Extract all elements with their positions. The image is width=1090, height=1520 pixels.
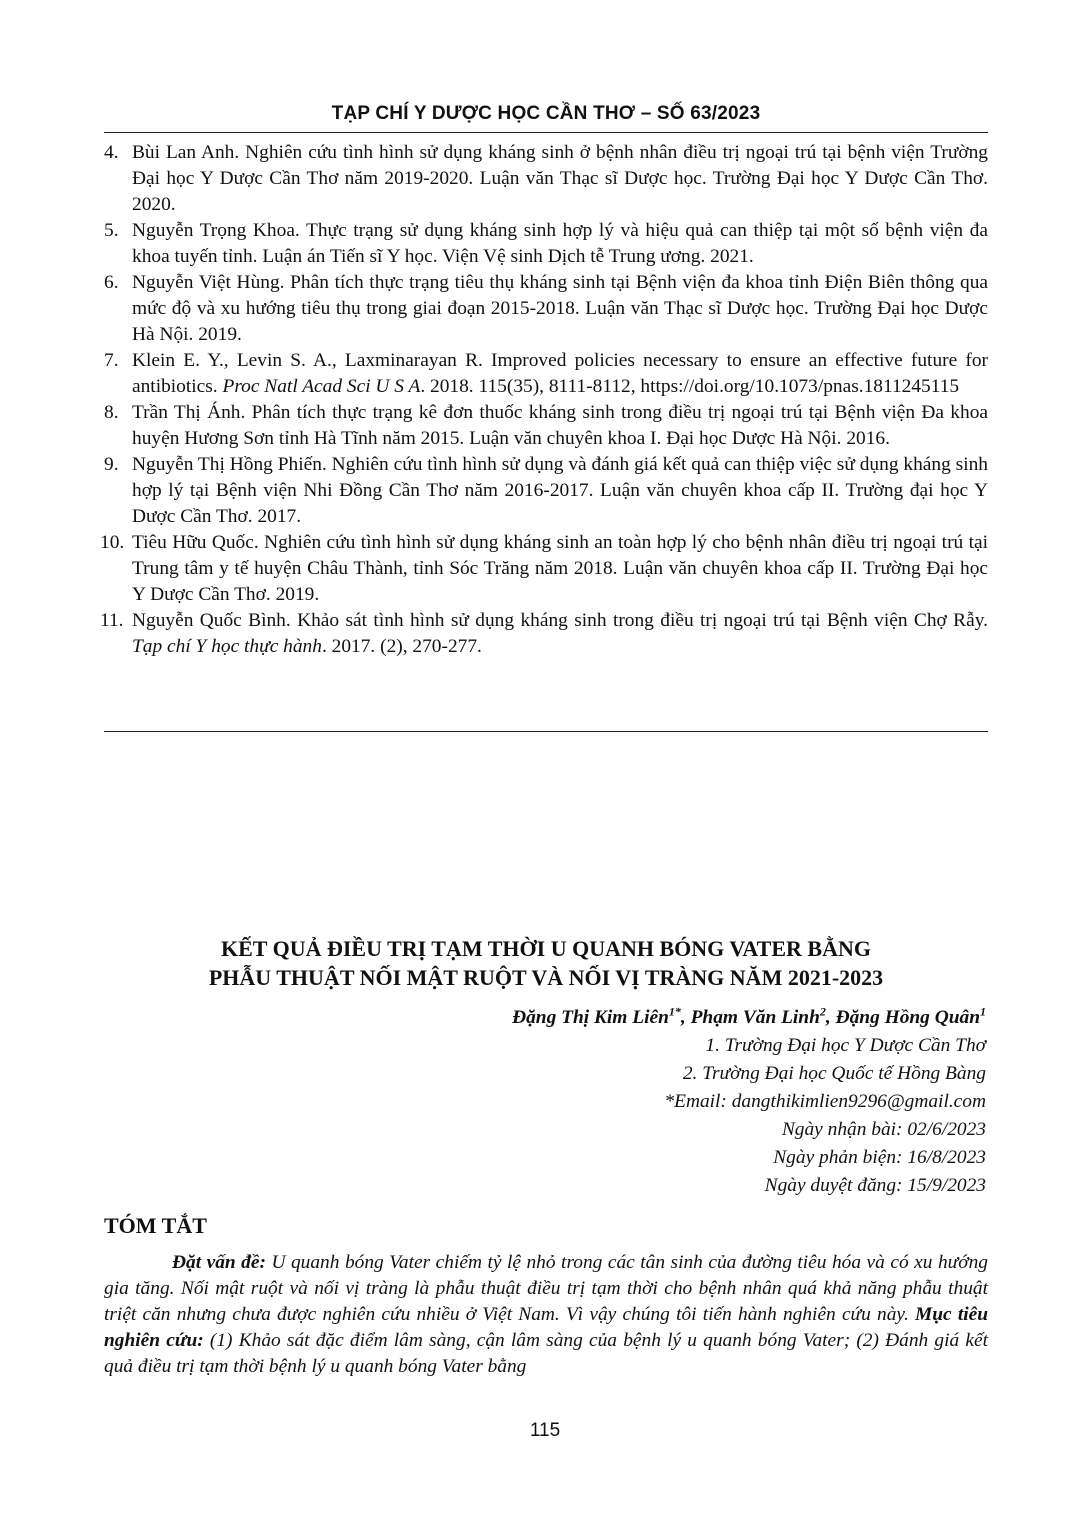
author-list — [286, 1004, 986, 1032]
reference-number: 10. — [100, 532, 125, 553]
reference-text: Bùi Lan Anh. Nghiên cứu tình hình sử dụng kháng sinh ở bệnh nhân điều trị ngoại trú tại bệnh viện Trường Đại học Y Dược Cần Thơ năm 2019-2020. Luận văn Thạc sĩ Dược học. Trường Đại học Y Dược Cần Thơ. 2020. — [132, 142, 988, 215]
reference-number: 4. — [104, 142, 119, 163]
reference-text: . 2018. 115(35), 8111-8112, https://doi.org/10.1073/pnas.1811245115 — [420, 376, 960, 397]
reference-list — [100, 140, 988, 660]
journal-header: TẠP CHÍ Y DƯỢC HỌC CẦN THƠ – SỐ 63/2023 — [331, 103, 761, 124]
abstract-label-background: Đặt vấn đề: — [172, 1252, 266, 1273]
reference-text: Nguyễn Quốc Bình. Khảo sát tình hình sử dụng kháng sinh trong điều trị ngoại trú tại Bệnh viện Chợ Rẫy. — [132, 610, 988, 631]
author-separator: , — [825, 1007, 836, 1028]
abstract-heading: TÓM TẮT — [104, 1213, 207, 1238]
reference-text: Nguyễn Thị Hồng Phiến. Nghiên cứu tình hình sử dụng và đánh giá kết quả can thiệp việc sử dụng kháng sinh hợp lý tại Bệnh viện Nhi Đồng Cần Thơ năm 2016-2017. Luận văn chuyên khoa cấp II. Trường đại học Y Dược Cần Thơ. 2017. — [132, 454, 988, 527]
author-name: Đặng Thị Kim Liên — [512, 1007, 669, 1028]
reference-number: 6. — [104, 272, 119, 293]
affiliation-2: 2. Trường Đại học Quốc tế Hồng Bàng — [682, 1063, 986, 1084]
reference-number: 7. — [104, 350, 119, 371]
author-separator: , — [680, 1007, 691, 1028]
author-affiliation-marker: 1* — [668, 1004, 681, 1019]
reference-text: Nguyễn Việt Hùng. Phân tích thực trạng tiêu thụ kháng sinh tại Bệnh viện đa khoa tỉnh Điện Biên thông qua mức độ và xu hướng tiêu thụ trong giai đoạn 2015-2018. Luận văn Thạc sĩ Dược học. Trường Đại học Dược Hà Nội. 2019. — [132, 272, 988, 345]
reference-item — [104, 140, 988, 218]
abstract-text-background: U quanh bóng Vater chiếm tỷ lệ nhỏ trong các tân sinh của đường tiêu hóa và có xu hướng gia tăng. Nối mật ruột và nối vị tràng là phẫu thuật điều trị tạm thời cho bệnh nhân quá khả năng phẫu thuật triệt căn nhưng chưa được nghiên cứu nhiều ở Việt Nam. Vì vậy chúng tôi tiến hành nghiên cứu này. — [104, 1252, 988, 1325]
reference-item — [100, 530, 988, 608]
author-name: Phạm Văn Linh — [690, 1007, 820, 1028]
author-affiliation-marker: 1 — [980, 1004, 986, 1019]
reference-item — [104, 452, 988, 530]
reference-item — [104, 400, 988, 452]
section-divider — [104, 731, 988, 732]
reference-text: Trần Thị Ánh. Phân tích thực trạng kê đơn thuốc kháng sinh trong điều trị ngoại trú tại Bệnh viện Đa khoa huyện Hương Sơn tỉnh Hà Tĩnh năm 2015. Luận văn chuyên khoa I. Đại học Dược Hà Nội. 2016. — [132, 402, 988, 449]
abstract-label-objectives: Mục tiêu nghiên cứu: — [104, 1304, 988, 1351]
reference-item — [104, 348, 988, 400]
reference-text: Tiêu Hữu Quốc. Nghiên cứu tình hình sử dụng kháng sinh an toàn hợp lý cho bệnh nhân điều trị ngoại trú tại Trung tâm y tế huyện Châu Thành, tỉnh Sóc Trăng năm 2018. Luận văn chuyên khoa cấp II. Trường Đại học Y Dược Cần Thơ. 2019. — [132, 532, 988, 605]
reference-number: 8. — [104, 402, 119, 423]
corresponding-email: *Email: dangthikimlien9296@gmail.com — [664, 1091, 986, 1112]
author-name: Đặng Hồng Quân — [835, 1007, 980, 1028]
author-affiliation-marker: 2 — [819, 1004, 826, 1019]
date-reviewed: Ngày phản biện: 16/8/2023 — [773, 1147, 986, 1168]
reference-number: 9. — [104, 454, 119, 475]
reference-text: . 2017. (2), 270-277. — [321, 636, 482, 657]
reference-item — [104, 218, 988, 270]
reference-text: Nguyễn Trọng Khoa. Thực trạng sử dụng kháng sinh hợp lý và hiệu quả can thiệp tại một số bệnh viện đa khoa tuyến tỉnh. Luận án Tiến sĩ Y học. Viện Vệ sinh Dịch tễ Trung ương. 2021. — [132, 220, 988, 267]
abstract-text-objectives: (1) Khảo sát đặc điểm lâm sàng, cận lâm sàng của bệnh lý u quanh bóng Vater; (2) Đánh giá kết quả điều trị tạm thời bệnh lý u quanh bóng Vater bằng — [104, 1330, 988, 1377]
date-received: Ngày nhận bài: 02/6/2023 — [781, 1119, 986, 1140]
date-accepted: Ngày duyệt đăng: 15/9/2023 — [764, 1175, 986, 1196]
reference-text: Klein E. Y., Levin S. A., Laxminarayan R. Improved policies necessary to ensure an effective future for antibiotics. — [132, 350, 988, 397]
front-matter — [286, 1004, 986, 1200]
affiliation-1: 1. Trường Đại học Y Dược Cần Thơ — [705, 1035, 986, 1056]
reference-journal: Tạp chí Y học thực hành — [132, 636, 322, 657]
reference-journal: Proc Natl Acad Sci U S A — [222, 376, 421, 397]
reference-number: 5. — [104, 220, 119, 241]
article-title — [104, 934, 988, 992]
article-title-line-2: PHẪU THUẬT NỐI MẬT RUỘT VÀ NỐI VỊ TRÀNG NĂM 2021-2023 — [208, 965, 884, 990]
page-number: 115 — [529, 1420, 561, 1441]
reference-item — [104, 270, 988, 348]
reference-number: 11. — [100, 610, 124, 631]
header-rule — [104, 132, 988, 133]
abstract-body — [104, 1250, 988, 1380]
article-title-line-1: KẾT QUẢ ĐIỀU TRỊ TẠM THỜI U QUANH BÓNG VATER BẰNG — [221, 936, 871, 961]
reference-item — [100, 608, 988, 660]
